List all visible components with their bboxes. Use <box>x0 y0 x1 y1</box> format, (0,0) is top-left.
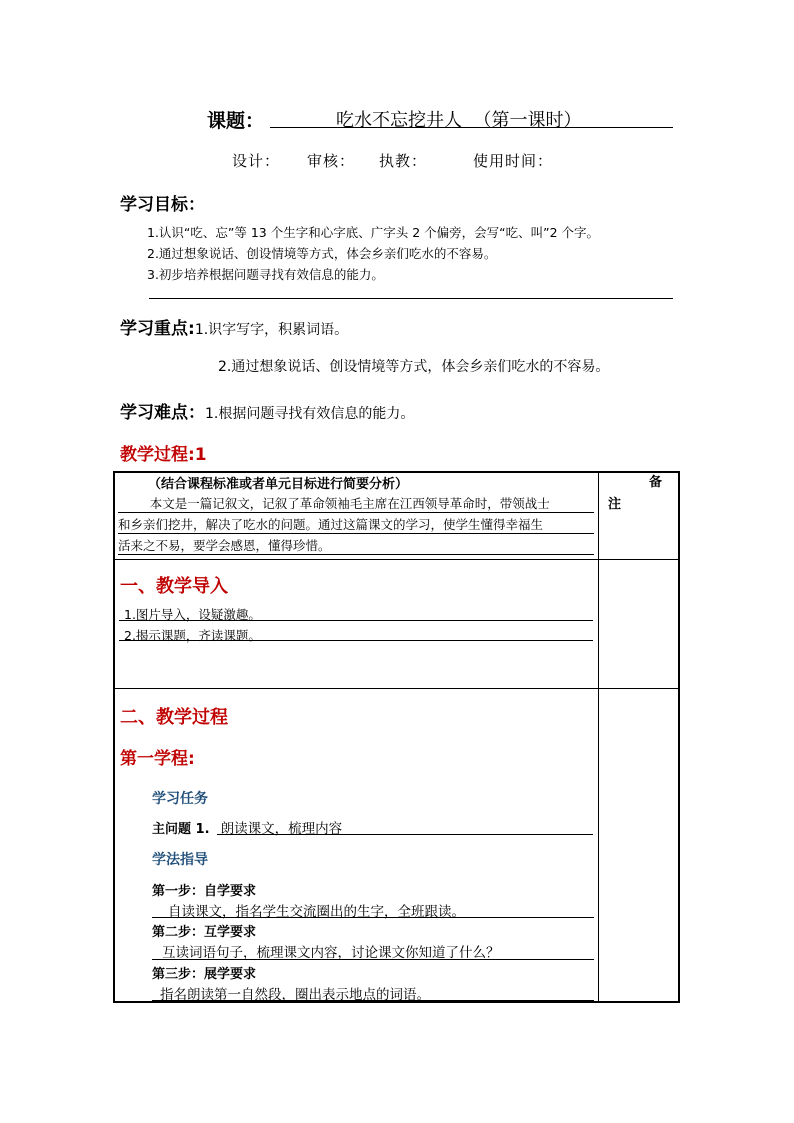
method-label: 学法指导 <box>152 852 208 868</box>
analysis-line: 本文是一篇记叙文，记叙了革命领袖毛主席在江西领导革命时，带领战士 <box>118 496 550 511</box>
notes-label-1: 备 <box>648 475 662 490</box>
meta-date: 使用时间： <box>473 152 554 170</box>
key-point-1: 1.识字写字，积累词语。 <box>194 322 349 338</box>
step-label: 第二步：互学要求 <box>152 925 257 940</box>
table-column-divider <box>598 471 599 1003</box>
goal-item: 1.认识“吃、忘”等 13 个生字和心字底、广字头 2 个偏旁，会写“吃、叫”2 个字。 <box>147 225 600 240</box>
divider <box>149 298 673 299</box>
intro-item: 2.揭示课题，齐读课题。 <box>124 628 261 643</box>
title-label: 课题： <box>207 110 265 132</box>
analysis-line: 活来之不易，要学会感恩，懂得珍惜。 <box>118 538 331 553</box>
meta-review: 审核： <box>307 152 356 170</box>
notes-header <box>608 472 662 516</box>
intro-title: 一、教学导入 <box>120 576 228 597</box>
difficulty-row <box>120 398 414 423</box>
goal-item: 3.初步培养根据问题寻找有效信息的能力。 <box>147 267 384 282</box>
table-row-divider <box>113 688 680 689</box>
analysis-body <box>118 493 594 556</box>
stage-title: 第一学程: <box>120 749 195 769</box>
process-title: 二、教学过程 <box>120 707 228 728</box>
analysis-underline <box>118 533 594 534</box>
key-points-row <box>120 314 348 339</box>
table-row-divider <box>113 559 680 560</box>
key-points-label: 学习重点: <box>120 319 195 339</box>
analysis-underline <box>118 554 594 555</box>
step-text: 自读课文，指名学生交流圈出的生字，全班跟读。 <box>168 904 465 920</box>
goals-label: 学习目标： <box>120 195 205 215</box>
step-label: 第一步：自学要求 <box>152 884 257 899</box>
difficulty-1: 1.根据问题寻找有效信息的能力。 <box>205 406 415 422</box>
process-label: 教学过程:1 <box>120 445 207 465</box>
analysis-underline <box>118 512 594 513</box>
goal-item: 2.通过想象说话、创设情境等方式，体会乡亲们吃水的不容易。 <box>147 246 497 261</box>
notes-label-2: 注 <box>608 497 622 512</box>
item-underline <box>119 640 593 641</box>
step-text: 指名朗读第一自然段，圈出表示地点的词语。 <box>160 987 430 1003</box>
meta-row <box>232 150 553 171</box>
step-text: 互读词语句子，梳理课文内容，讨论课文你知道了什么？ <box>162 945 500 961</box>
difficulty-label: 学习难点： <box>120 403 205 423</box>
key-point-2: 2.通过想象说话、创设情境等方式，体会乡亲们吃水的不容易。 <box>218 359 610 375</box>
item-underline <box>119 620 593 621</box>
meta-design: 设计： <box>232 152 281 170</box>
step-underline <box>152 959 594 960</box>
page-title: 吃水不忘挖井人 （第一课时） <box>336 110 582 131</box>
analysis-heading: （结合课程标准或者单元目标进行简要分析） <box>148 477 409 492</box>
step-underline <box>152 917 594 918</box>
meta-teacher: 执教： <box>379 152 428 170</box>
main-question-label: 主问题 1. <box>152 822 210 837</box>
step-underline <box>152 1000 594 1001</box>
main-question-text: 朗读课文，梳理内容 <box>220 821 343 837</box>
step-label: 第三步：展学要求 <box>152 967 257 982</box>
goals-list <box>147 222 599 285</box>
main-question-underline <box>217 834 593 835</box>
analysis-line: 和乡亲们挖井，解决了吃水的问题。通过这篇课文的学习，使学生懂得幸福生 <box>118 517 544 532</box>
intro-item: 1.图片导入，设疑激趣。 <box>124 607 261 622</box>
task-label: 学习任务 <box>152 791 208 807</box>
